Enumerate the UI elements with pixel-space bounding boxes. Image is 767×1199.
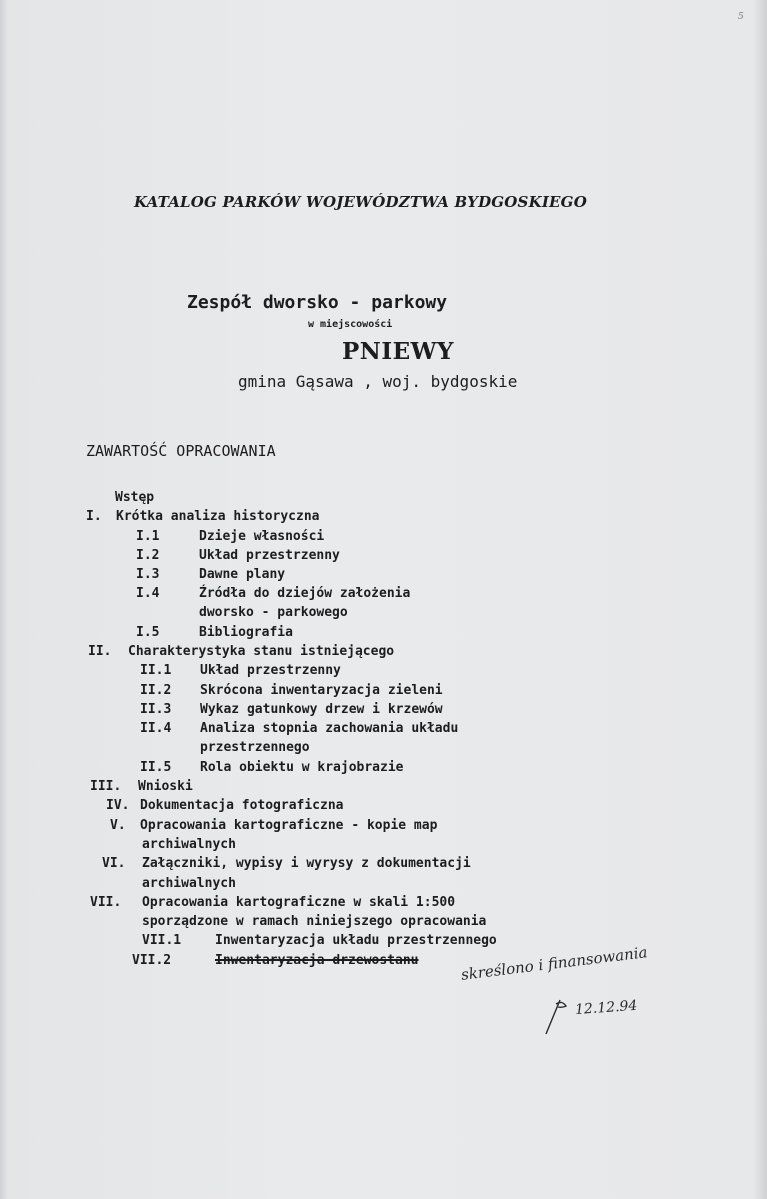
toc-item: [90, 779, 193, 795]
handwritten-date: 12.12.94: [574, 997, 638, 1019]
contents-heading: ZAWARTOŚĆ OPRACOWANIA: [86, 442, 276, 460]
toc-item-text: Rola obiektu w krajobrazie: [200, 760, 404, 775]
toc-item: [140, 760, 404, 776]
toc-item-text: Wnioski: [138, 779, 193, 794]
toc-item-text: archiwalnych: [142, 837, 236, 852]
toc-item: [106, 798, 344, 814]
toc-item: [88, 644, 394, 660]
toc-item: [115, 490, 154, 506]
toc-item-number: I.4: [136, 586, 160, 601]
toc-item-number: II.1: [140, 663, 172, 678]
toc-item-text: Dawne plany: [199, 567, 286, 582]
toc-item: [140, 702, 443, 718]
toc-item-text: Analiza stopnia zachowania układu: [200, 721, 459, 736]
handwritten-note: skreślono i finansowania: [460, 943, 649, 984]
toc-item-text: Źródła do dziejów założenia: [199, 586, 411, 601]
toc-item-number: VII.1: [142, 933, 182, 948]
complex-title: Zespół dworsko - parkowy: [187, 292, 448, 313]
toc-item: [90, 895, 455, 911]
toc-item: [142, 914, 486, 930]
toc-item-number: III.: [90, 779, 122, 794]
toc-item-text: Opracowania kartograficzne - kopie map: [140, 818, 438, 833]
toc-item: [142, 933, 497, 949]
toc-item-number: V.: [110, 818, 126, 833]
toc-item-text: Układ przestrzenny: [199, 548, 340, 563]
toc-item-text: Inwentaryzacja drzewostanu: [215, 953, 419, 968]
toc-item-number: I.1: [136, 529, 160, 544]
toc-item-text: archiwalnych: [142, 876, 236, 891]
toc-item-text: Charakterystyka stanu istniejącego: [128, 644, 395, 659]
toc-item-text: przestrzennego: [200, 740, 310, 755]
toc-item-number: II.: [88, 644, 112, 659]
locality-prefix: w miejscowości: [308, 319, 393, 330]
toc-item-number: II.4: [140, 721, 172, 736]
toc-item: [140, 663, 341, 679]
page-corner-mark: 5: [738, 12, 744, 22]
toc-item-number: I.2: [136, 548, 160, 563]
toc-item: [140, 721, 458, 737]
toc-item-number: I.: [86, 509, 102, 524]
toc-item-number: VI.: [102, 856, 126, 871]
toc-item-number: VII.2: [132, 953, 172, 968]
toc-item-text: Bibliografia: [199, 625, 293, 640]
toc-item-number: I.5: [136, 625, 160, 640]
toc-item-text: Opracowania kartograficzne w skali 1:500: [142, 895, 456, 910]
toc-item: [199, 605, 348, 621]
toc-item-text: Dzieje własności: [199, 529, 325, 544]
toc-item-number: II.5: [140, 760, 172, 775]
toc-item-text: Dokumentacja fotograficzna: [140, 798, 344, 813]
toc-item: [136, 548, 340, 564]
toc-item-text: Krótka analiza historyczna: [116, 509, 320, 524]
catalog-title: KATALOG PARKÓW WOJEWÓDZTWA BYDGOSKIEGO: [134, 193, 587, 211]
toc-item-number: II.3: [140, 702, 172, 717]
toc-item: [136, 586, 410, 602]
toc-item-number: VII.: [90, 895, 122, 910]
toc-item: [102, 856, 471, 872]
toc-item-text: sporządzone w ramach niniejszego opracowania: [142, 914, 487, 929]
place-subtitle: gmina Gąsawa , woj. bydgoskie: [238, 372, 518, 391]
toc-item-text: dworsko - parkowego: [199, 605, 348, 620]
toc-item: [136, 625, 293, 641]
toc-item: [86, 509, 320, 525]
toc-item: [136, 529, 324, 545]
toc-item: [140, 683, 443, 699]
toc-item-text: Wstęp: [115, 490, 155, 505]
toc-item-text: Załączniki, wypisy i wyrysy z dokumentacji: [142, 856, 471, 871]
toc-item-struck: [132, 953, 419, 969]
toc-item-text: Inwentaryzacja układu przestrzennego: [215, 933, 497, 948]
toc-item-number: I.3: [136, 567, 160, 582]
toc-item: [110, 818, 437, 834]
toc-item-text: Skrócona inwentaryzacja zieleni: [200, 683, 443, 698]
toc-item-text: Układ przestrzenny: [200, 663, 341, 678]
toc-item: [200, 740, 310, 756]
toc-item-number: II.2: [140, 683, 172, 698]
place-name: PNIEWY: [342, 338, 454, 365]
toc-item: [142, 837, 236, 853]
toc-item: [136, 567, 285, 583]
toc-item: [142, 876, 236, 892]
toc-item-text: Wykaz gatunkowy drzew i krzewów: [200, 702, 443, 717]
toc-item-number: IV.: [106, 798, 130, 813]
